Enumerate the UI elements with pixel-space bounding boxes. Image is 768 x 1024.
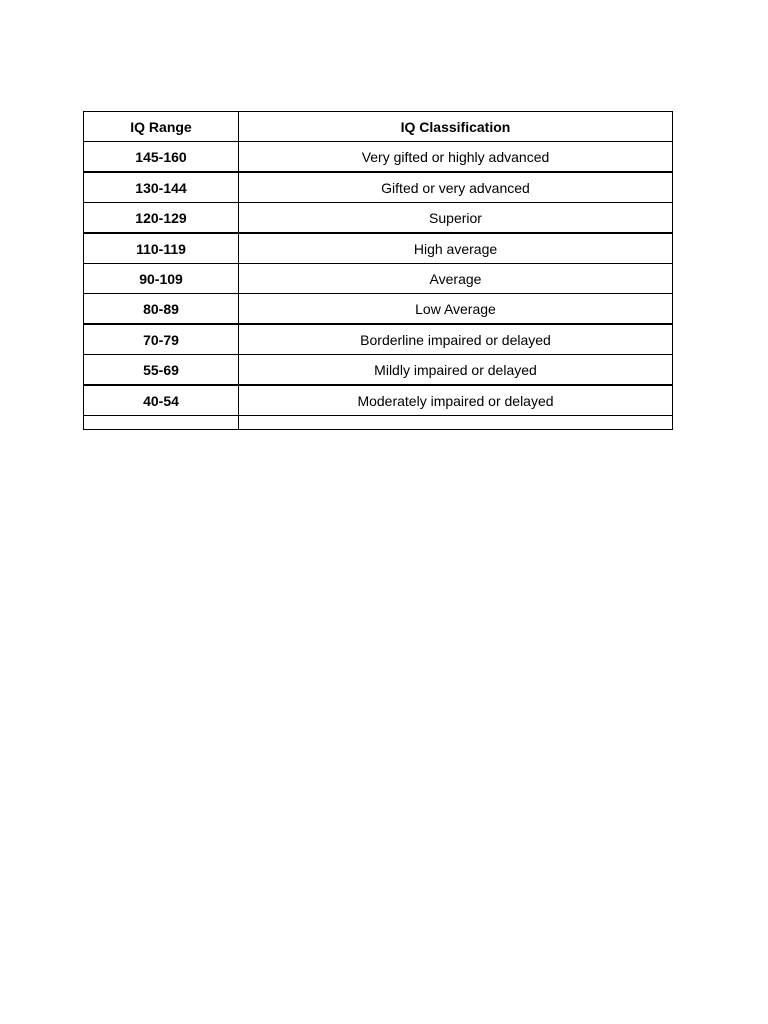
- iq-range-cell: 70-79: [84, 324, 239, 355]
- iq-classification-cell: Very gifted or highly advanced: [239, 142, 673, 173]
- iq-classification-table: [83, 111, 673, 430]
- table-row: [84, 233, 673, 264]
- table-row: [84, 172, 673, 203]
- iq-range-cell: 130-144: [84, 172, 239, 203]
- iq-classification-cell: [239, 416, 673, 430]
- iq-range-cell: 120-129: [84, 203, 239, 234]
- iq-range-cell: 55-69: [84, 355, 239, 386]
- header-iq-classification: IQ Classification: [239, 112, 673, 142]
- table-row: [84, 385, 673, 416]
- iq-classification-cell: Mildly impaired or delayed: [239, 355, 673, 386]
- iq-classification-cell: Average: [239, 264, 673, 294]
- table-row: [84, 142, 673, 173]
- table-row: [84, 355, 673, 386]
- iq-range-cell: 90-109: [84, 264, 239, 294]
- table-row: [84, 264, 673, 294]
- iq-range-cell: 80-89: [84, 294, 239, 325]
- iq-classification-cell: Gifted or very advanced: [239, 172, 673, 203]
- table-row: [84, 203, 673, 234]
- table-row-empty: [84, 416, 673, 430]
- iq-range-cell: [84, 416, 239, 430]
- table-header-row: [84, 112, 673, 142]
- iq-range-cell: 145-160: [84, 142, 239, 173]
- iq-classification-cell: Borderline impaired or delayed: [239, 324, 673, 355]
- table-row: [84, 324, 673, 355]
- iq-classification-cell: Low Average: [239, 294, 673, 325]
- table-row: [84, 294, 673, 325]
- iq-classification-cell: High average: [239, 233, 673, 264]
- header-iq-range: IQ Range: [84, 112, 239, 142]
- iq-range-cell: 110-119: [84, 233, 239, 264]
- iq-range-cell: 40-54: [84, 385, 239, 416]
- iq-classification-cell: Moderately impaired or delayed: [239, 385, 673, 416]
- iq-classification-cell: Superior: [239, 203, 673, 234]
